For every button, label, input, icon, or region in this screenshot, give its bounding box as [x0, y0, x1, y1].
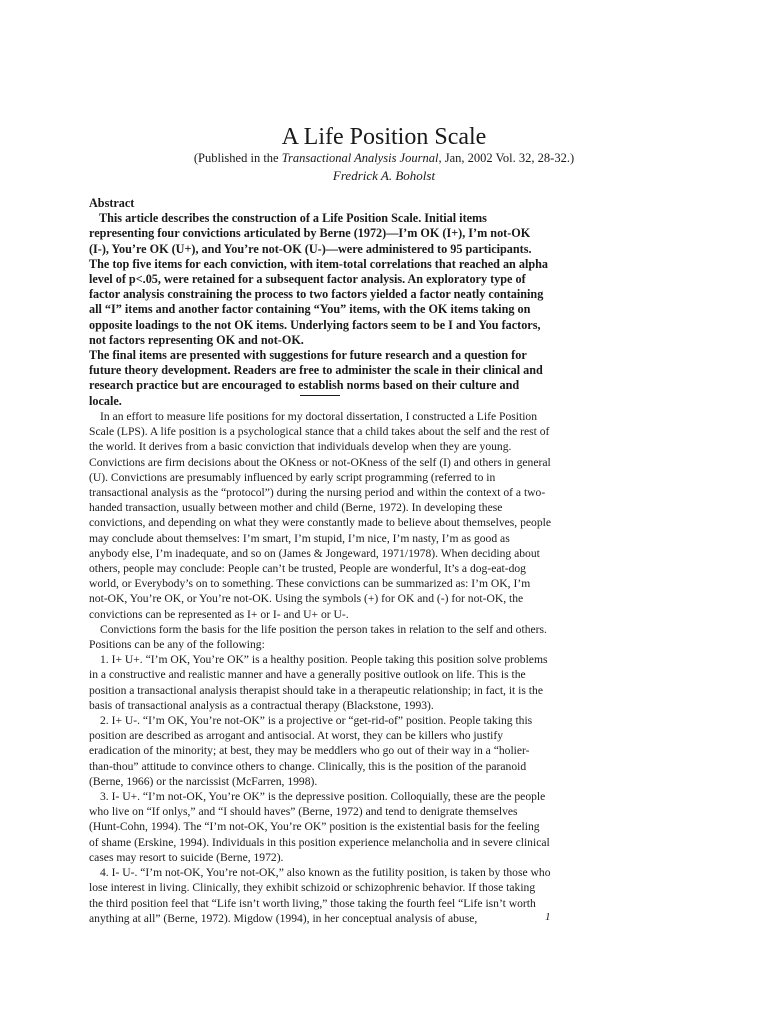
publication-note [0, 150, 768, 166]
abstract-section [89, 196, 549, 409]
body-paragraph-5: 3. I- U+. “I’m not-OK, You’re OK” is the depressive position. Colloquially, these are the people who live on “If onlys,” and “I should haves” (Berne, 1972) and tend to denigrate themselves (Hunt-Cohn, 1994). The “I’m not-OK, You’re OK” position is the existential basis for the feeling of shame (Erskine, 1994). Individuals in this position experience melancholia and in severe clinical cases may resort to suicide (Berne, 1972). [89, 790, 550, 864]
publication-suffix: , Jan, 2002 Vol. 32, 28-32.) [438, 151, 575, 165]
publication-prefix: (Published in the [193, 151, 282, 165]
abstract-paragraph-1: This article describes the construction of a Life Position Scale. Initial items representing four convictions articulated by Berne (1972)—I’m OK (I+), I’m not-OK (I-), You’re OK (U+), and You’re not-OK (U-)—were administered to 95 participants. The top five items for each conviction, with item-total correlations that reached an alpha level of p<.05, were retained for a subsequent factor analysis. An exploratory type of factor analysis constraining the process to two factors yielded a factor neatly containing all “I” items and another factor containing “You” items, with the OK items taking on opposite loadings to the not OK items. Underlying factors seem to be I and You factors, not factors representing OK and not-OK. [89, 211, 549, 347]
page-title: A Life Position Scale [281, 124, 487, 150]
body-paragraph-2: Convictions form the basis for the life position the person takes in relation to the self and others. Positions can be any of the following: [89, 622, 547, 652]
body-paragraph-1: In an effort to measure life positions for my doctoral dissertation, I constructed a Life Position Scale (LPS). A life position is a psychological stance that a child takes about the self and the rest of the world. It derives from a basic conviction that individuals develop when they are young. Convictions are firm decisions about the OKness or not-OKness of the self (I) and others in general (U). Convictions are presumably influenced by early script programming (referred to in transactional analysis as the “protocol”) during the nursing period and within the context of a two-handed transaction, usually between mother and child (Berne, 1972). In developing these convictions, and depending on what they were constantly made to believe about themselves, people may conclude about themselves: I’m smart, I’m stupid, I’m nice, I’m nasty, I’m as good as anybody else, I’m inadequate, and so on (James & Jongeward, 1971/1978). When deciding about others, people may conclude: People can’t be trusted, People are wonderful, It’s a dog-eat-dog world, or Everybody’s on to something. These convictions can be summarized as: I’m OK, I’m not-OK, You’re OK, or You’re not-OK. Using the symbols (+) for OK and (-) for not-OK, the convictions can be represented as I+ or I- and U+ or U-. [89, 410, 552, 621]
page-number: 1 [545, 911, 551, 923]
body-text [89, 409, 551, 926]
journal-name: Transactional Analysis Journal [281, 151, 439, 165]
abstract-paragraph-2: The final items are presented with suggestions for future research and a question for future theory development. Readers are free to administer the scale in their clinical and research practice but are encouraged to establish norms based on their culture and locale. [89, 348, 543, 408]
body-paragraph-3: 1. I+ U+. “I’m OK, You’re OK” is a healthy position. People taking this position solve problems in a constructive and realistic manner and have a generally positive outlook on life. This is the position a transactional analysis therapist should take in a therapeutic relationship; in fact, it is the basis of transactional analysis as a contractual therapy (Blackstone, 1993). [89, 653, 548, 712]
body-paragraph-4: 2. I+ U-. “I’m OK, You’re not-OK” is a projective or “get-rid-of” position. People taking this position are described as arrogant and antisocial. At worst, they can be killers who justify eradication of the minority; at best, they may be meddlers who go out of their way in a “holier-than-thou” attitude to convince others to change. Clinically, this is the position of the paranoid (Berne, 1966) or the narcissist (McFarren, 1998). [89, 714, 533, 788]
author-name: Fredrick A. Boholst [332, 168, 436, 183]
body-paragraph-6: 4. I- U-. “I’m not-OK, You’re not-OK,” also known as the futility position, is taken by those who lose interest in living. Clinically, they exhibit schizoid or schizophrenic behavior. If those taking the third position feel that “Life isn’t worth living,” those taking the fourth feel “Life isn’t worth anything at all” (Berne, 1972). Migdow (1994), in her conceptual analysis of abuse, [89, 866, 551, 925]
section-divider [300, 395, 340, 396]
abstract-heading: Abstract [89, 196, 135, 210]
